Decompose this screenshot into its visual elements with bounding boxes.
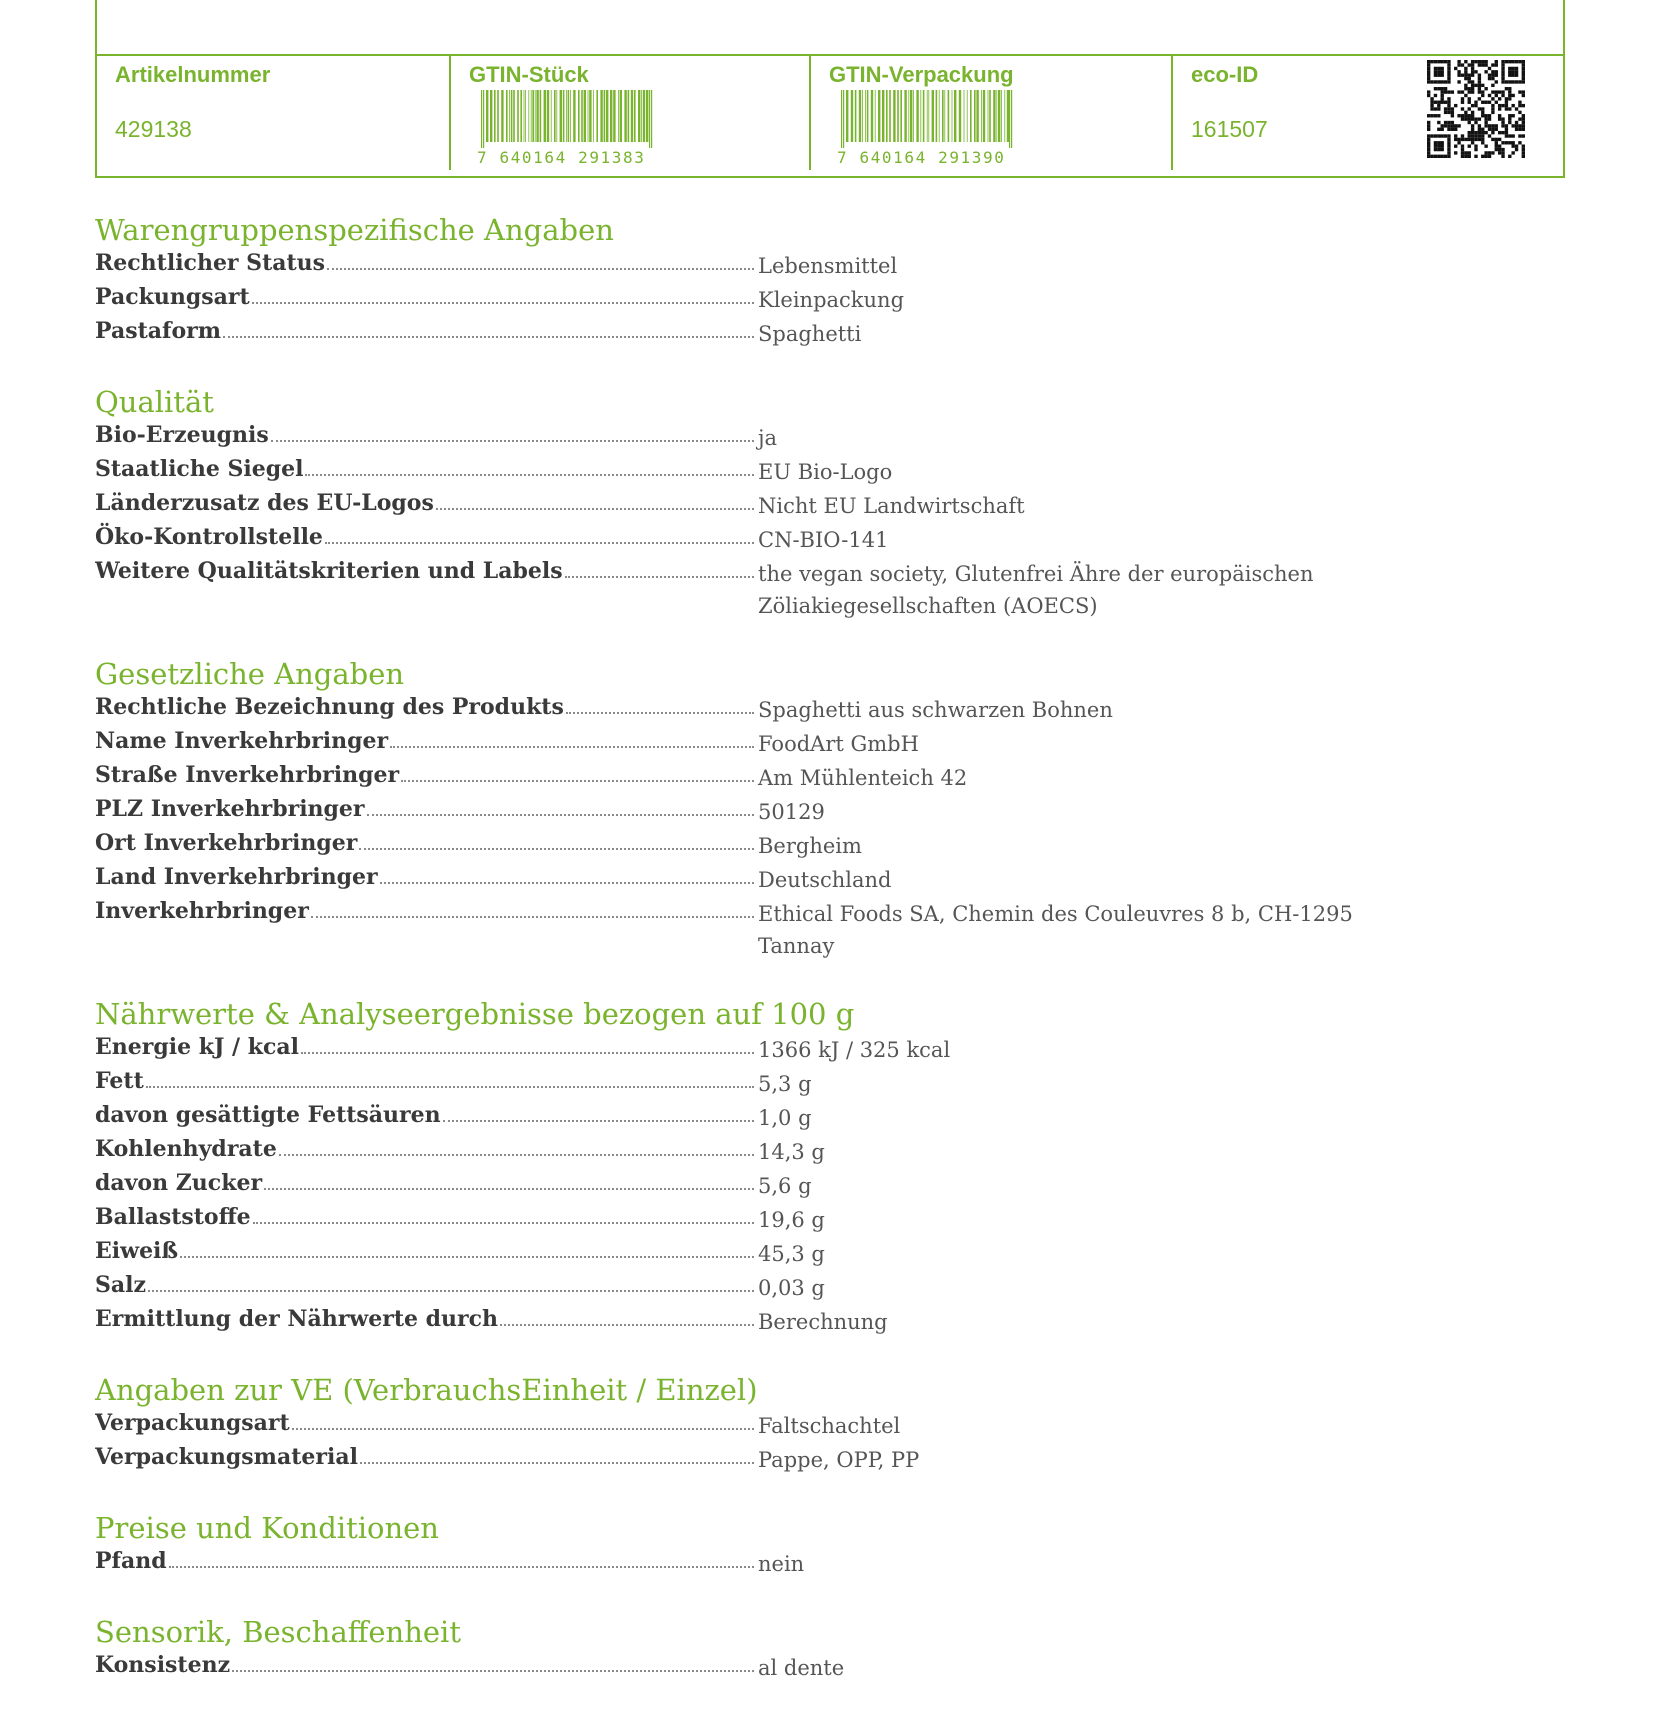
gtin-verpackung-barcode bbox=[837, 90, 1017, 148]
attribute-row bbox=[95, 556, 1565, 622]
attribute-row bbox=[95, 488, 1565, 522]
section bbox=[95, 1614, 1565, 1684]
dot-leader bbox=[252, 302, 754, 304]
attribute-key: Länderzusatz des EU-Logos bbox=[95, 490, 434, 516]
artikelnummer-cell bbox=[97, 56, 451, 176]
attribute-key: Ort Inverkehrbringer bbox=[95, 830, 358, 856]
attribute-key-cell bbox=[95, 316, 758, 346]
attribute-key-cell bbox=[95, 726, 758, 756]
attribute-key-cell bbox=[95, 420, 758, 450]
dot-leader bbox=[169, 1566, 754, 1568]
attribute-row bbox=[95, 316, 1565, 350]
dot-leader bbox=[359, 848, 754, 850]
attribute-row bbox=[95, 828, 1565, 862]
dot-leader bbox=[271, 440, 754, 442]
attribute-row bbox=[95, 794, 1565, 828]
attribute-key-cell bbox=[95, 896, 758, 926]
attribute-key-cell bbox=[95, 1236, 758, 1266]
dot-leader bbox=[292, 1428, 754, 1430]
gtin-verpackung-digits: 7 640164 291390 bbox=[837, 148, 1006, 167]
attribute-key: Straße Inverkehrbringer bbox=[95, 762, 400, 788]
attribute-value: Bergheim bbox=[758, 834, 862, 858]
attribute-key: Öko-Kontrollstelle bbox=[95, 524, 323, 550]
attribute-key-cell bbox=[95, 692, 758, 722]
attribute-value: Deutschland bbox=[758, 868, 892, 892]
attribute-value: Am Mühlenteich 42 bbox=[758, 766, 968, 790]
section bbox=[95, 212, 1565, 350]
dot-leader bbox=[311, 916, 754, 918]
attribute-key-cell bbox=[95, 1100, 758, 1130]
attribute-key: Pfand bbox=[95, 1548, 167, 1574]
dot-leader bbox=[390, 746, 754, 748]
attribute-value: 14,3 g bbox=[758, 1140, 825, 1164]
attribute-key-cell bbox=[95, 1066, 758, 1096]
attribute-row bbox=[95, 454, 1565, 488]
attribute-key: Ermittlung der Nährwerte durch bbox=[95, 1306, 498, 1332]
dot-leader bbox=[180, 1256, 754, 1258]
attribute-value: Spaghetti bbox=[758, 322, 862, 346]
attribute-key: Inverkehrbringer bbox=[95, 898, 309, 924]
attribute-row bbox=[95, 1442, 1565, 1476]
section-title: Qualität bbox=[95, 385, 214, 419]
attribute-value: 45,3 g bbox=[758, 1242, 825, 1266]
attribute-value: 50129 bbox=[758, 800, 825, 824]
attribute-row bbox=[95, 1546, 1565, 1580]
section bbox=[95, 1510, 1565, 1580]
attribute-key: Salz bbox=[95, 1272, 146, 1298]
gtin-verpackung-label: GTIN-Verpackung bbox=[829, 62, 1014, 87]
dot-leader bbox=[360, 1462, 754, 1464]
attribute-key: Rechtlicher Status bbox=[95, 250, 326, 276]
attribute-key-cell bbox=[95, 488, 758, 518]
gtin-stueck-barcode bbox=[477, 90, 657, 148]
attribute-row bbox=[95, 522, 1565, 556]
qr-code-icon bbox=[1427, 60, 1525, 158]
attribute-key: PLZ Inverkehrbringer bbox=[95, 796, 365, 822]
attribute-value: 1366 kJ / 325 kcal bbox=[758, 1038, 951, 1062]
gtin-verpackung-cell bbox=[811, 56, 1173, 176]
attribute-key: Bio-Erzeugnis bbox=[95, 422, 269, 448]
attribute-row bbox=[95, 760, 1565, 794]
attribute-row bbox=[95, 282, 1565, 316]
attribute-key-cell bbox=[95, 522, 758, 552]
dot-leader bbox=[325, 542, 754, 544]
attribute-key: Ballaststoffe bbox=[95, 1204, 251, 1230]
attribute-value: al dente bbox=[758, 1656, 845, 1680]
section-title: Sensorik, Beschaffenheit bbox=[95, 1615, 461, 1649]
attribute-value: Pappe, OPP, PP bbox=[758, 1448, 920, 1472]
section-title: Warengruppenspezifische Angaben bbox=[95, 213, 614, 247]
attribute-key: Verpackungsmaterial bbox=[95, 1444, 358, 1470]
attribute-value: Berechnung bbox=[758, 1310, 888, 1334]
attribute-row bbox=[95, 1202, 1565, 1236]
dot-leader bbox=[380, 882, 754, 884]
attribute-key: davon Zucker bbox=[95, 1170, 263, 1196]
dot-leader bbox=[305, 474, 754, 476]
gtin-stueck-cell bbox=[451, 56, 811, 176]
dot-leader bbox=[279, 1154, 754, 1156]
attribute-row bbox=[95, 1168, 1565, 1202]
attribute-key: Konsistenz bbox=[95, 1652, 231, 1678]
attribute-row bbox=[95, 1270, 1565, 1304]
attribute-key-cell bbox=[95, 1270, 758, 1300]
attribute-key: Energie kJ / kcal bbox=[95, 1034, 300, 1060]
eco-id-label: eco-ID bbox=[1191, 62, 1259, 87]
attribute-row bbox=[95, 420, 1565, 454]
attribute-row bbox=[95, 1650, 1565, 1684]
attribute-key-cell bbox=[95, 1202, 758, 1232]
attribute-key: Rechtliche Bezeichnung des Produkts bbox=[95, 694, 564, 720]
dot-leader bbox=[565, 576, 754, 578]
attribute-value: ja bbox=[758, 426, 778, 450]
attribute-row bbox=[95, 1066, 1565, 1100]
attribute-value: CN-BIO-141 bbox=[758, 528, 889, 552]
attribute-value: 5,3 g bbox=[758, 1072, 812, 1096]
dot-leader bbox=[223, 336, 754, 338]
eco-id-value: 161507 bbox=[1191, 116, 1268, 142]
attribute-key-cell bbox=[95, 282, 758, 312]
attribute-key-cell bbox=[95, 1304, 758, 1334]
attribute-value: EU Bio-Logo bbox=[758, 460, 893, 484]
attribute-value: Ethical Foods SA, Chemin des Couleuvres 8 b, CH-1295 Tannay bbox=[758, 902, 1353, 958]
dot-leader bbox=[401, 780, 754, 782]
attribute-value: Spaghetti aus schwarzen Bohnen bbox=[758, 698, 1113, 722]
section bbox=[95, 996, 1565, 1338]
dot-leader bbox=[264, 1188, 754, 1190]
artikelnummer-value: 429138 bbox=[115, 116, 192, 142]
attribute-key-cell bbox=[95, 454, 758, 484]
attribute-key-cell bbox=[95, 248, 758, 278]
dot-leader bbox=[327, 268, 754, 270]
attribute-value: 1,0 g bbox=[758, 1106, 812, 1130]
dot-leader bbox=[146, 1086, 754, 1088]
attribute-key: davon gesättigte Fettsäuren bbox=[95, 1102, 441, 1128]
article-id-box bbox=[95, 0, 1565, 178]
dot-leader bbox=[232, 1670, 754, 1672]
attribute-row bbox=[95, 1134, 1565, 1168]
attribute-key-cell bbox=[95, 1168, 758, 1198]
attribute-value: Kleinpackung bbox=[758, 288, 905, 312]
attribute-key-cell bbox=[95, 862, 758, 892]
attribute-key-cell bbox=[95, 1032, 758, 1062]
section-title: Nährwerte & Analyseergebnisse bezogen auf 100 g bbox=[95, 997, 855, 1031]
attribute-row bbox=[95, 1408, 1565, 1442]
attribute-value: FoodArt GmbH bbox=[758, 732, 919, 756]
attribute-row bbox=[95, 1236, 1565, 1270]
dot-leader bbox=[253, 1222, 754, 1224]
artikelnummer-label: Artikelnummer bbox=[115, 62, 271, 87]
attribute-key: Verpackungsart bbox=[95, 1410, 290, 1436]
attribute-key-cell bbox=[95, 1650, 758, 1680]
dot-leader bbox=[436, 508, 754, 510]
section-title: Gesetzliche Angaben bbox=[95, 657, 405, 691]
attribute-value: the vegan society, Glutenfrei Ähre der europäischen Zöliakiegesellschaften (AOECS) bbox=[758, 562, 1314, 618]
dot-leader bbox=[148, 1290, 754, 1292]
dot-leader bbox=[367, 814, 754, 816]
attribute-key: Kohlenhydrate bbox=[95, 1136, 277, 1162]
gtin-stueck-digits: 7 640164 291383 bbox=[477, 148, 646, 167]
section bbox=[95, 656, 1565, 962]
section bbox=[95, 1372, 1565, 1476]
attribute-key-cell bbox=[95, 1134, 758, 1164]
attribute-row bbox=[95, 1100, 1565, 1134]
attribute-value: 19,6 g bbox=[758, 1208, 825, 1232]
attribute-key-cell bbox=[95, 1442, 758, 1472]
product-datasheet bbox=[95, 212, 1565, 1718]
attribute-row bbox=[95, 1304, 1565, 1338]
attribute-key-cell bbox=[95, 1546, 758, 1576]
attribute-key-cell bbox=[95, 828, 758, 858]
dot-leader bbox=[301, 1052, 754, 1054]
eco-id-cell bbox=[1173, 56, 1565, 176]
attribute-key-cell bbox=[95, 794, 758, 824]
attribute-row bbox=[95, 248, 1565, 282]
attribute-row bbox=[95, 692, 1565, 726]
attribute-row bbox=[95, 726, 1565, 760]
attribute-value: Nicht EU Landwirtschaft bbox=[758, 494, 1025, 518]
attribute-key: Eiweiß bbox=[95, 1238, 179, 1264]
attribute-key: Name Inverkehrbringer bbox=[95, 728, 389, 754]
attribute-key: Weitere Qualitätskriterien und Labels bbox=[95, 558, 563, 584]
attribute-row bbox=[95, 1032, 1565, 1066]
section-title: Angaben zur VE (VerbrauchsEinheit / Einzel) bbox=[95, 1373, 758, 1407]
attribute-key-cell bbox=[95, 760, 758, 790]
attribute-key: Packungsart bbox=[95, 284, 250, 310]
attribute-key: Pastaform bbox=[95, 318, 222, 344]
attribute-key-cell bbox=[95, 1408, 758, 1438]
attribute-value: nein bbox=[758, 1552, 805, 1576]
attribute-value: 5,6 g bbox=[758, 1174, 812, 1198]
attribute-key: Land Inverkehrbringer bbox=[95, 864, 378, 890]
attribute-row bbox=[95, 896, 1565, 962]
gtin-stueck-label: GTIN-Stück bbox=[469, 62, 589, 87]
dot-leader bbox=[566, 712, 754, 714]
attribute-row bbox=[95, 862, 1565, 896]
attribute-key: Fett bbox=[95, 1068, 144, 1094]
attribute-value: Lebensmittel bbox=[758, 254, 898, 278]
dot-leader bbox=[500, 1324, 754, 1326]
attribute-value: 0,03 g bbox=[758, 1276, 825, 1300]
attribute-value: Faltschachtel bbox=[758, 1414, 901, 1438]
section bbox=[95, 384, 1565, 622]
section-title: Preise und Konditionen bbox=[95, 1511, 439, 1545]
attribute-key: Staatliche Siegel bbox=[95, 456, 304, 482]
dot-leader bbox=[443, 1120, 754, 1122]
attribute-key-cell bbox=[95, 556, 758, 586]
